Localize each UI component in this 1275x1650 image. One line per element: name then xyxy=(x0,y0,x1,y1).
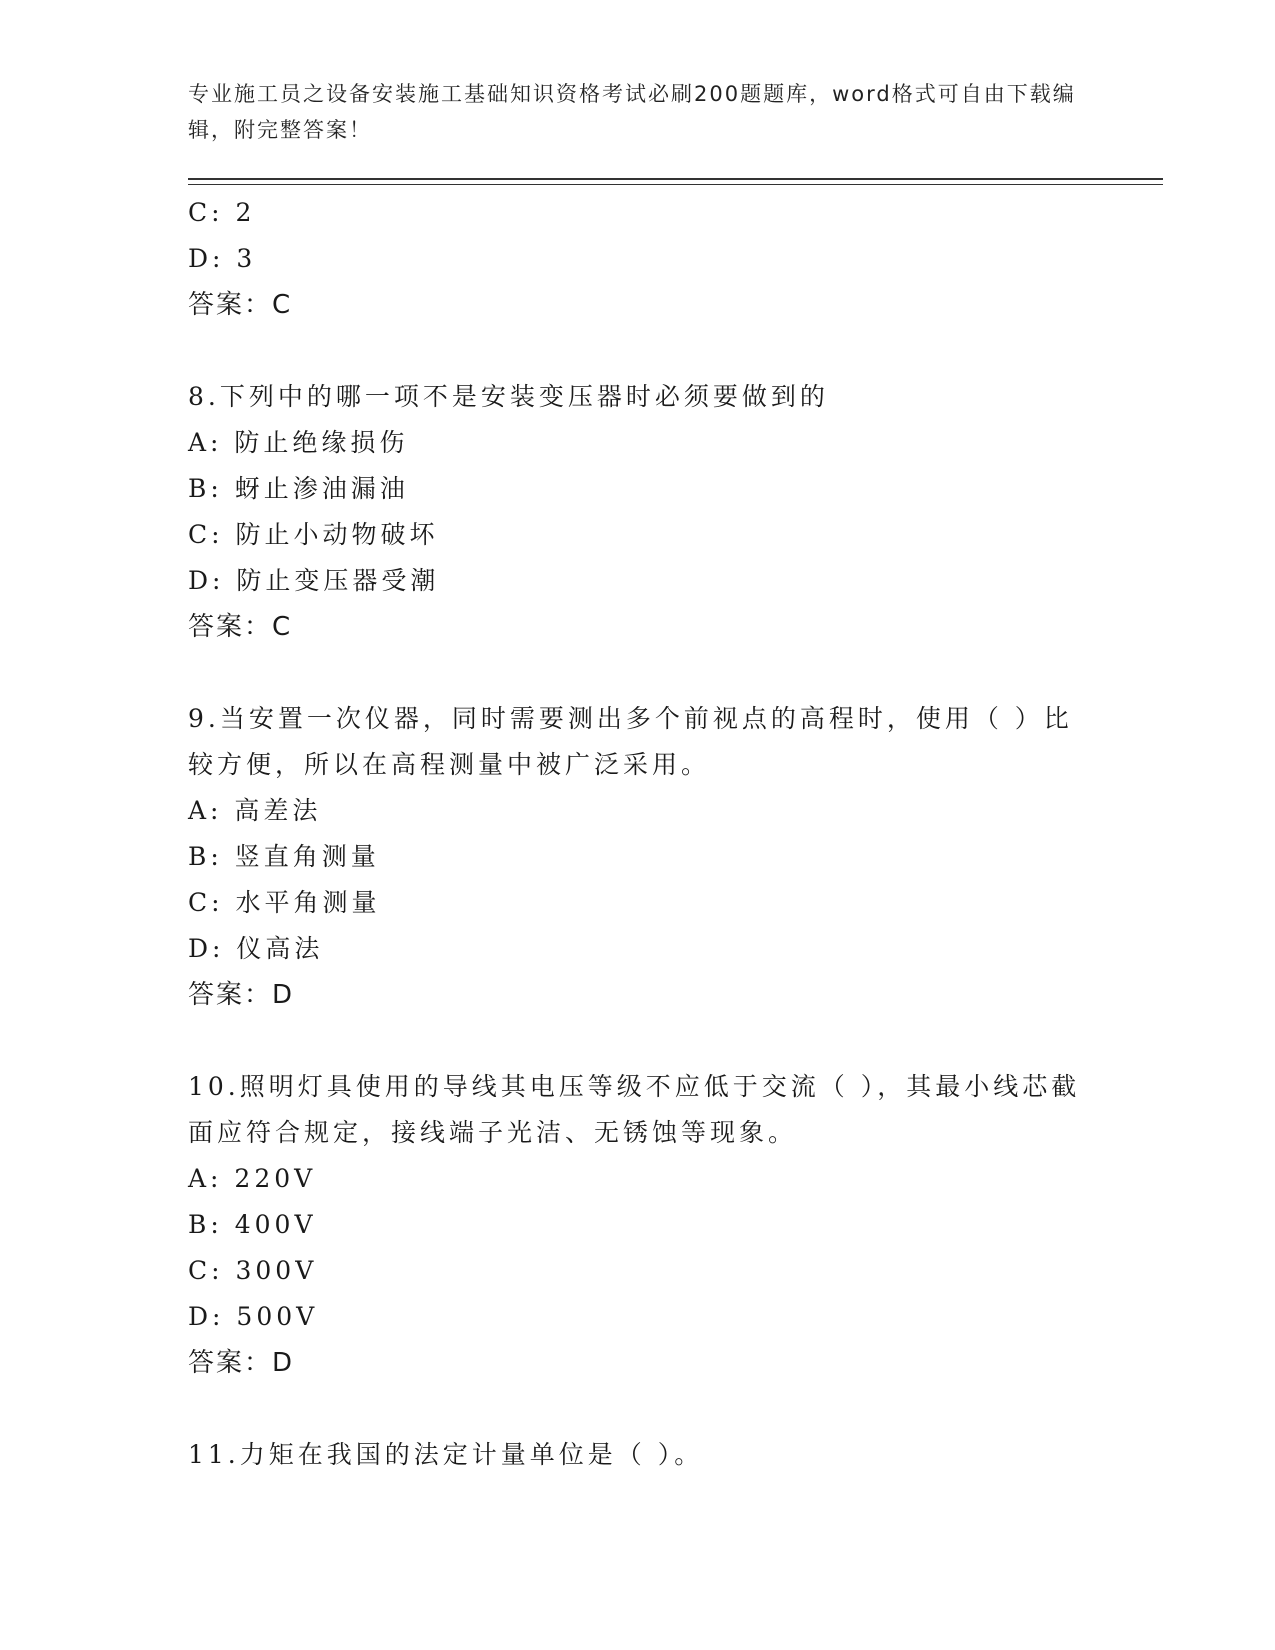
answer: 答案：D xyxy=(188,1348,295,1378)
option-c: C: 水平角测量 xyxy=(188,888,381,917)
answer: 答案：C xyxy=(188,612,293,642)
spacer xyxy=(188,650,1088,696)
option-b: B: 蚜止渗油漏油 xyxy=(188,474,409,503)
option-d: D: 500V xyxy=(188,1302,319,1331)
option-c: C: 2 xyxy=(188,198,256,227)
spacer xyxy=(188,1018,1088,1064)
header-rule-thin xyxy=(188,184,1163,185)
question-list xyxy=(188,190,1088,1478)
option-d: D: 仪高法 xyxy=(188,934,324,963)
option-b: B: 竖直角测量 xyxy=(188,842,380,871)
question-text: 11.力矩在我国的法定计量单位是（ ）。 xyxy=(188,1440,704,1469)
question-text: 8.下列中的哪一项不是安装变压器时必须要做到的 xyxy=(188,382,829,411)
header-rule-thick xyxy=(188,178,1163,180)
option-c: C: 防止小动物破坏 xyxy=(188,520,439,549)
answer: 答案：C xyxy=(188,290,293,320)
spacer xyxy=(188,1386,1088,1432)
option-a: A: 220V xyxy=(188,1164,317,1193)
option-d: D: 防止变压器受潮 xyxy=(188,566,440,595)
option-a: A: 防止绝缘损伤 xyxy=(188,428,409,457)
option-a: A: 高差法 xyxy=(188,796,322,825)
option-d: D: 3 xyxy=(188,244,257,273)
spacer xyxy=(188,328,1088,374)
document-header: 专业施工员之设备安装施工基础知识资格考试必刷200题题库，word格式可自由下载编辑，附完整答案！ xyxy=(188,82,1076,142)
answer: 答案：D xyxy=(188,980,295,1010)
question-text: 9.当安置一次仪器，同时需要测出多个前视点的高程时，使用（ ）比较方便，所以在高程测量中被广泛采用。 xyxy=(188,704,1073,779)
option-c: C: 300V xyxy=(188,1256,318,1285)
question-text: 10.照明灯具使用的导线其电压等级不应低于交流（ ），其最小线芯截面应符合规定，接线端子光洁、无锈蚀等现象。 xyxy=(188,1072,1081,1147)
option-b: B: 400V xyxy=(188,1210,317,1239)
